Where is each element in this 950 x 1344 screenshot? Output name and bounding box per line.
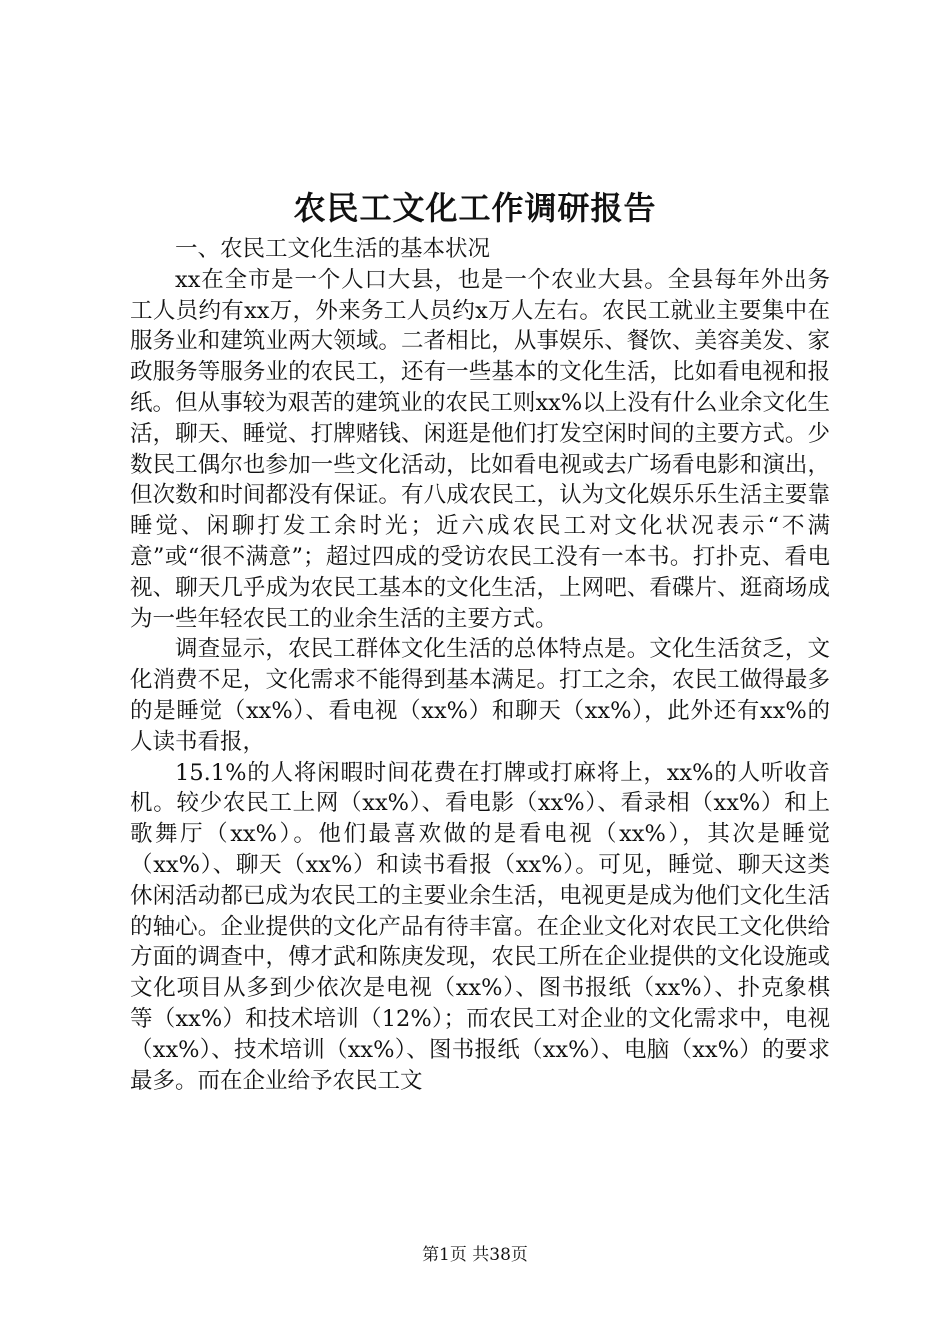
page-footer: 第1页 共38页: [422, 1245, 528, 1265]
paragraph: xx在全市是一个人口大县，也是一个农业大县。全县每年外出务工人员约有xx万，外来务工人员约x万人左右。农民工就业主要集中在服务业和建筑业两大领域。二者相比，从事娱乐、餐饮、美容美发、家政服务等服务业的农民工，还有一些基本的文化生活，比如看电视和报纸。但从事较为艰苦的建筑业的农民工则xx%以上没有什么业余文化生活，聊天、睡觉、打牌赌钱、闲逛是他们打发空闲时间的主要方式。少数民工偶尔也参加一些文化活动，比如看电视或去广场看电影和演出，但次数和时间都没有保证。有八成农民工，认为文化娱乐乐生活主要靠睡觉、闲聊打发工余时光；近六成农民工对文化状况表示“不满意”或“很不满意”；超过四成的受访农民工没有一本书。打扑克、看电视、聊天几乎成为农民工基本的文化生活，上网吧、看碟片、逛商场成为一些年轻农民工的业余生活的主要方式。: [130, 266, 830, 632]
paragraph: 调查显示，农民工群体文化生活的总体特点是。文化生活贫乏，文化消费不足，文化需求不能得到基本满足。打工之余，农民工做得最多的是睡觉（xx%）、看电视（xx%）和聊天（xx%），此外还有xx%的人读书看报，: [130, 636, 830, 755]
document-title: 农民工文化工作调研报告: [293, 189, 657, 227]
paragraph: 15.1%的人将闲暇时间花费在打牌或打麻将上，xx%的人听收音机。较少农民工上网（xx%）、看电影（xx%）、看录相（xx%）和上歌舞厅（xx%）。他们最喜欢做的是看电视（xx%），其次是睡觉（xx%）、聊天（xx%）和读书看报（xx%）。可见，睡觉、聊天这类休闲活动都已成为农民工的主要业余生活，电视更是成为他们文化生活的轴心。企业提供的文化产品有待丰富。在企业文化对农民工文化供给方面的调查中，傅才武和陈庚发现，农民工所在企业提供的文化设施或文化项目从多到少依次是电视（xx%）、图书报纸（xx%）、扑克象棋等（xx%）和技术培训（12%）；而农民工对企业的文化需求中，电视（xx%）、技术培训（xx%）、图书报纸（xx%）、电脑（xx%）的要求最多。而在企业给予农民工文: [130, 759, 830, 1094]
section-heading: 一、农民工文化生活的基本状况: [175, 236, 491, 262]
document-body: [130, 234, 830, 1096]
